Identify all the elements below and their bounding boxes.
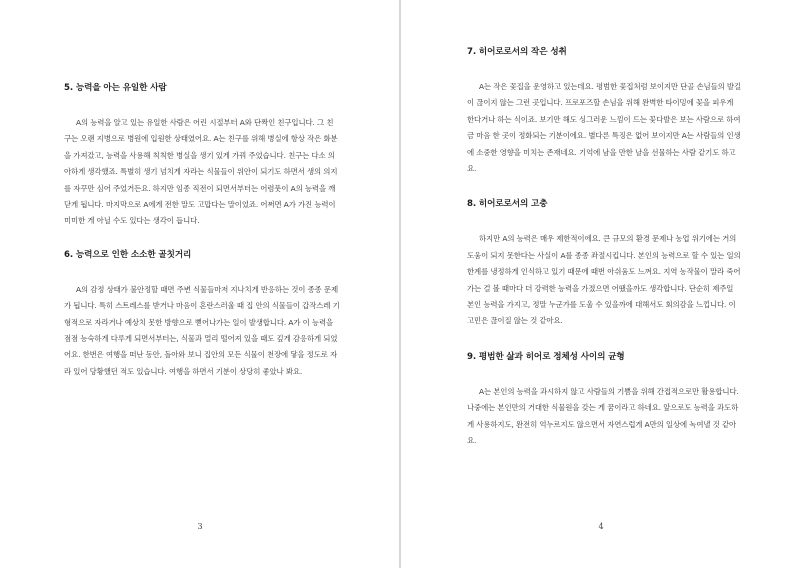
section-title: 9. 평범한 삶과 히어로 정체성 사이의 균형 xyxy=(467,351,625,362)
section-body: A는 작은 꽃집을 운영하고 있는데요. 평범한 꽃집처럼 보이지만 단골 손님들의 발길이 끊이지 않는 그런 곳입니다. 프로포즈할 손님을 위해 완벽한 타이밍에 꽃을 피우게 한다거나 하는 식이죠. 보기만 해도 싱그러운 느낌이 드는 꽃다발은 보는 사람으로 하여금 마음 한 곳이 정화되는 기분이에요. 별다른 특징은 없어 보이지만 A는 사람들의 인생에 소중한 영향을 미치는 존재네요. 기억에 남을 만한 날을 선물하는 사람 같기도 하고요. xyxy=(467,82,742,174)
section-body: 하지만 A의 능력은 매우 제한적이에요. 큰 규모의 환경 문제나 농업 위기에는 거의 도움이 되지 못한다는 사실이 A를 종종 좌절시킵니다. 본인의 능력으로 할 수 있는 일의 한계를 냉정하게 인식하고 있기 때문에 때번 아쉬움도 느껴요. 지역 농작물이 말라 죽어가는 걸 볼 때마다 더 강력한 능력을 가졌으면 어땠을까도 생각합니다. 단순히 제주일 본인 능력을 가지고, 정말 누군가를 도울 수 있을까에 대해서도 회의감을 느낍니다. 이 고민은 끊이질 않는 것 같아요. xyxy=(467,234,741,326)
section-body: A는 본인의 능력을 과시하지 않고 사람들의 기쁨을 위해 간접적으로만 활용합니다. 나중에는 본인만의 거대한 식물원을 갖는 게 꿈이라고 하네요. 앞으로도 능력을 과도하게 사용하지도, 완전히 억누르지도 않으면서 자연스럽게 A만의 일상에 녹여낼 것 같아요. xyxy=(467,386,739,446)
right-page-content xyxy=(467,45,742,450)
right-page xyxy=(401,0,800,568)
page-number: 4 xyxy=(598,522,604,531)
left-page xyxy=(0,0,399,568)
section-title: 5. 능력을 아는 유일한 사람 xyxy=(64,83,167,93)
section-title: 8. 히어로로서의 고충 xyxy=(467,199,548,210)
section-body: A의 능력을 알고 있는 유일한 사람은 어린 시절부터 A와 단짝인 친구입니다. 그 친구는 오랜 지병으로 병원에 입원한 상태였어요. A는 친구를 위해 병실에 항상 작은 화분을 가져갔고, 능력을 사용해 칙칙한 병실을 생기 있게 가꿔 주었습니다. 친구는 다소 의아하게 생각했죠. 특별히 생기 넘치게 자라는 식물들이 위안이 되기도 하면서 생의 의지를 자꾸만 심어 주었거든요. 하지만 임종 직전이 되면서부터는 어렴풋이 A의 능력을 깨닫게 됩니다. 마지막으로 A에게 전한 말도 고맙다는 말이었죠. 어쩌면 A가 가진 능력이 미미한 게 아닐 수도 있다는 생각이 듭니다. xyxy=(64,118,338,226)
section-title: 6. 능력으로 인한 소소한 골칫거리 xyxy=(64,249,192,260)
section-body: A의 감정 상태가 불안정할 때면 주변 식물들마저 지나치게 반응하는 것이 종종 문제가 됩니다. 특히 스트레스를 받거나 마음이 혼란스러울 때 집 안의 식물들이 갑작스레 기형적으로 자라거나 예상치 못한 방향으로 뻗어나가는 일이 발생합니다. A가 이 능력을 점점 능숙하게 다루게 되면서부터는, 식물과 멀리 떨어져 있을 때도 깊게 감응하게 되었어요. 한번은 여행을 떠난 동안, 돌아와 보니 집안의 모든 식물이 천장에 닿을 정도로 자라 있어 당황했던 적도 있습니다. 여행을 하면서 기분이 상당히 좋았나 봐요. xyxy=(64,284,340,376)
page-number: 3 xyxy=(197,522,203,531)
left-page-content xyxy=(64,81,340,380)
section-title: 7. 히어로로서의 작은 성취 xyxy=(467,47,567,57)
